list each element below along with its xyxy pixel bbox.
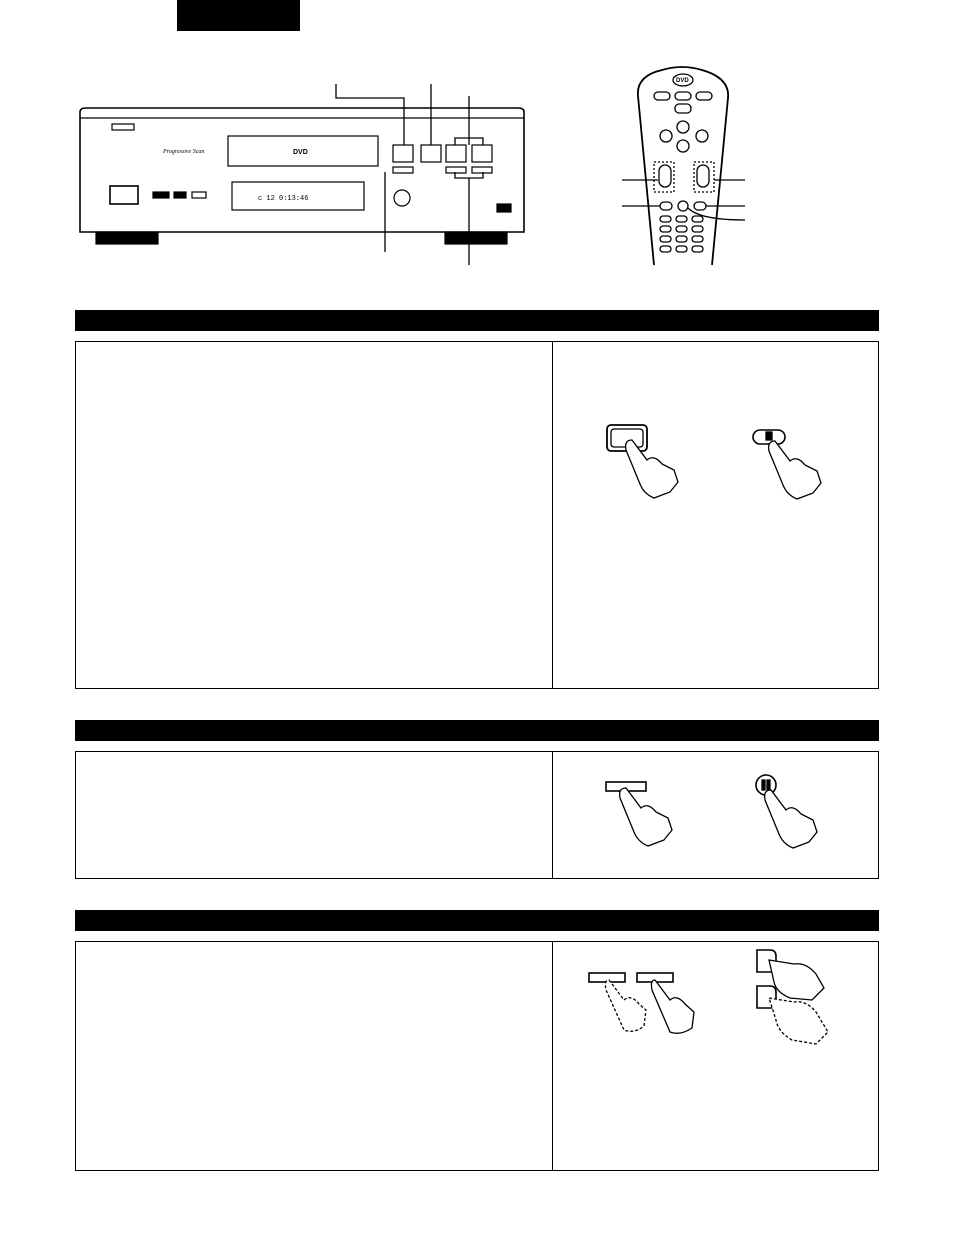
hand-pressing-button-icon: [605, 980, 646, 1031]
section-3-box: [75, 941, 879, 1171]
dvd-player: [80, 108, 524, 244]
hand-pressing-button-icon: [620, 788, 672, 846]
section-2-divider: [552, 752, 553, 878]
section-3-divider: [552, 942, 553, 1170]
hand-pressing-button-icon: [651, 980, 694, 1033]
dvd-logo-text: DVD: [293, 149, 308, 156]
hand-pressing-button-icon: [626, 440, 678, 498]
section-2-title: [75, 723, 83, 738]
section-3-illustration: [554, 942, 878, 1170]
section-3-title: [75, 913, 83, 928]
model-text: Progressive Scan: [163, 149, 205, 155]
hand-pressing-button-icon: [769, 998, 828, 1044]
section-2-box: [75, 751, 879, 879]
hand-pressing-button-icon: [769, 960, 824, 1000]
hand-pressing-button-icon: [769, 441, 821, 499]
hand-pressing-button-icon: [765, 790, 817, 848]
section-1-divider: [552, 342, 553, 688]
player-and-remote-drawing: [0, 60, 954, 270]
section-1-header: [75, 310, 879, 331]
display-readout: c 12 0:13:46: [258, 195, 309, 203]
section-1-illustration: [554, 342, 878, 688]
remote-logo: DVD: [676, 78, 689, 84]
front-panel-figure: [0, 60, 954, 270]
section-2-header: [75, 720, 879, 741]
section-1-box: [75, 341, 879, 689]
remote-control: [622, 67, 745, 265]
section-2-illustration: [554, 752, 878, 878]
language-tab: [177, 0, 300, 31]
section-3-header: [75, 910, 879, 931]
section-1-title: [75, 313, 83, 328]
